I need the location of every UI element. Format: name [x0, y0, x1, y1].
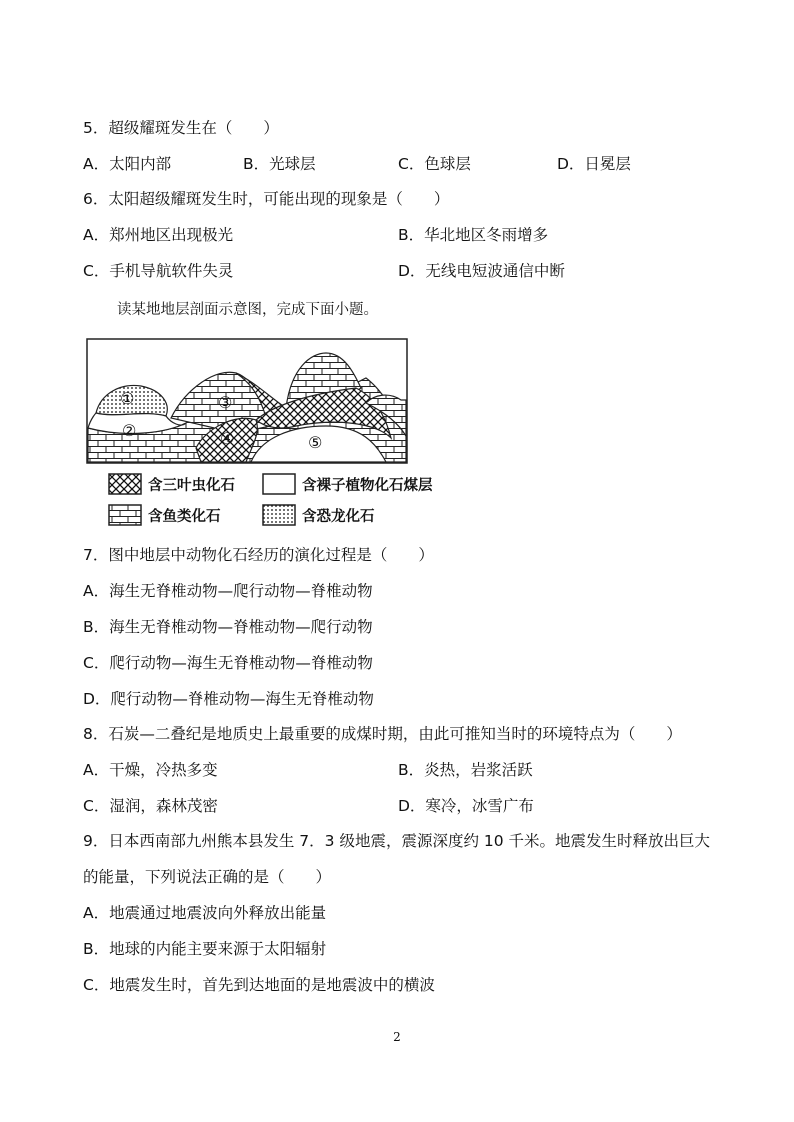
dot-pattern-icon [262, 504, 296, 526]
q7-stem: 7．图中地层中动物化石经历的演化过程是（ ） [83, 546, 434, 564]
q6-stem: 6．太阳超级耀斑发生时，可能出现的现象是（ ） [83, 190, 450, 208]
blank-pattern-icon [262, 473, 296, 495]
stratum-label-1: ① [120, 389, 135, 408]
q5-stem: 5．超级耀斑发生在（ ） [83, 119, 279, 137]
q8-option-a: A．干燥，冷热多变 [83, 761, 218, 779]
stratum-label-3: ③ [218, 393, 233, 412]
stratum-label-5: ⑤ [308, 433, 323, 452]
q7-option-b: B．海生无脊椎动物—脊椎动物—爬行动物 [83, 618, 373, 636]
brick-pattern-icon [108, 504, 142, 526]
legend-gymnosperm [262, 473, 433, 495]
q8-option-b: B．炎热，岩浆活跃 [398, 761, 533, 779]
q8-stem: 8．石炭—二叠纪是地质史上最重要的成煤时期，由此可推知当时的环境特点为（ ） [83, 725, 682, 743]
legend-dinosaur [262, 504, 375, 526]
q9-option-b: B．地球的内能主要来源于太阳辐射 [83, 940, 327, 958]
legend-label-gymnosperm: 含裸子植物化石煤层 [302, 477, 433, 494]
q9-stem-line2: 的能量，下列说法正确的是（ ） [83, 868, 332, 886]
q5-option-c: C．色球层 [398, 155, 471, 173]
q5-option-d: D．日冕层 [557, 155, 631, 173]
q7-option-d: D．爬行动物—脊椎动物—海生无脊椎动物 [83, 690, 374, 708]
q7-option-a: A．海生无脊椎动物—爬行动物—脊椎动物 [83, 582, 373, 600]
stratum-label-2: ② [122, 421, 137, 440]
cross-pattern-icon [108, 473, 142, 495]
section-intro: 读某地地层剖面示意图，完成下面小题。 [117, 302, 378, 318]
q9-option-a: A．地震通过地震波向外释放出能量 [83, 904, 327, 922]
q8-option-c: C．湿润，森林茂密 [83, 797, 218, 815]
q9-option-c: C．地震发生时，首先到达地面的是地震波中的横波 [83, 976, 435, 994]
q6-option-d: D．无线电短波通信中断 [398, 262, 565, 280]
q8-option-d: D．寒冷，冰雪广布 [398, 797, 534, 815]
stratum-label-4: ④ [220, 429, 235, 448]
q6-option-c: C．手机导航软件失灵 [83, 262, 234, 280]
q6-option-b: B．华北地区冬雨增多 [398, 226, 549, 244]
q7-option-c: C．爬行动物—海生无脊椎动物—脊椎动物 [83, 654, 373, 672]
q6-option-a: A．郑州地区出现极光 [83, 226, 234, 244]
legend-label-trilobite: 含三叶虫化石 [148, 477, 235, 494]
legend-fish [108, 504, 221, 526]
legend-trilobite [108, 473, 235, 495]
q5-option-b: B．光球层 [243, 155, 316, 173]
q9-stem-line1: 9．日本西南部九州熊本县发生 7．3 级地震，震源深度约 10 千米。地震发生时释放出巨大 [83, 832, 711, 850]
legend-label-fish: 含鱼类化石 [148, 508, 221, 525]
legend-label-dinosaur: 含恐龙化石 [302, 508, 375, 525]
strata-figure [86, 338, 466, 537]
q5-option-a: A．太阳内部 [83, 155, 172, 173]
page-number: 2 [393, 1030, 401, 1044]
